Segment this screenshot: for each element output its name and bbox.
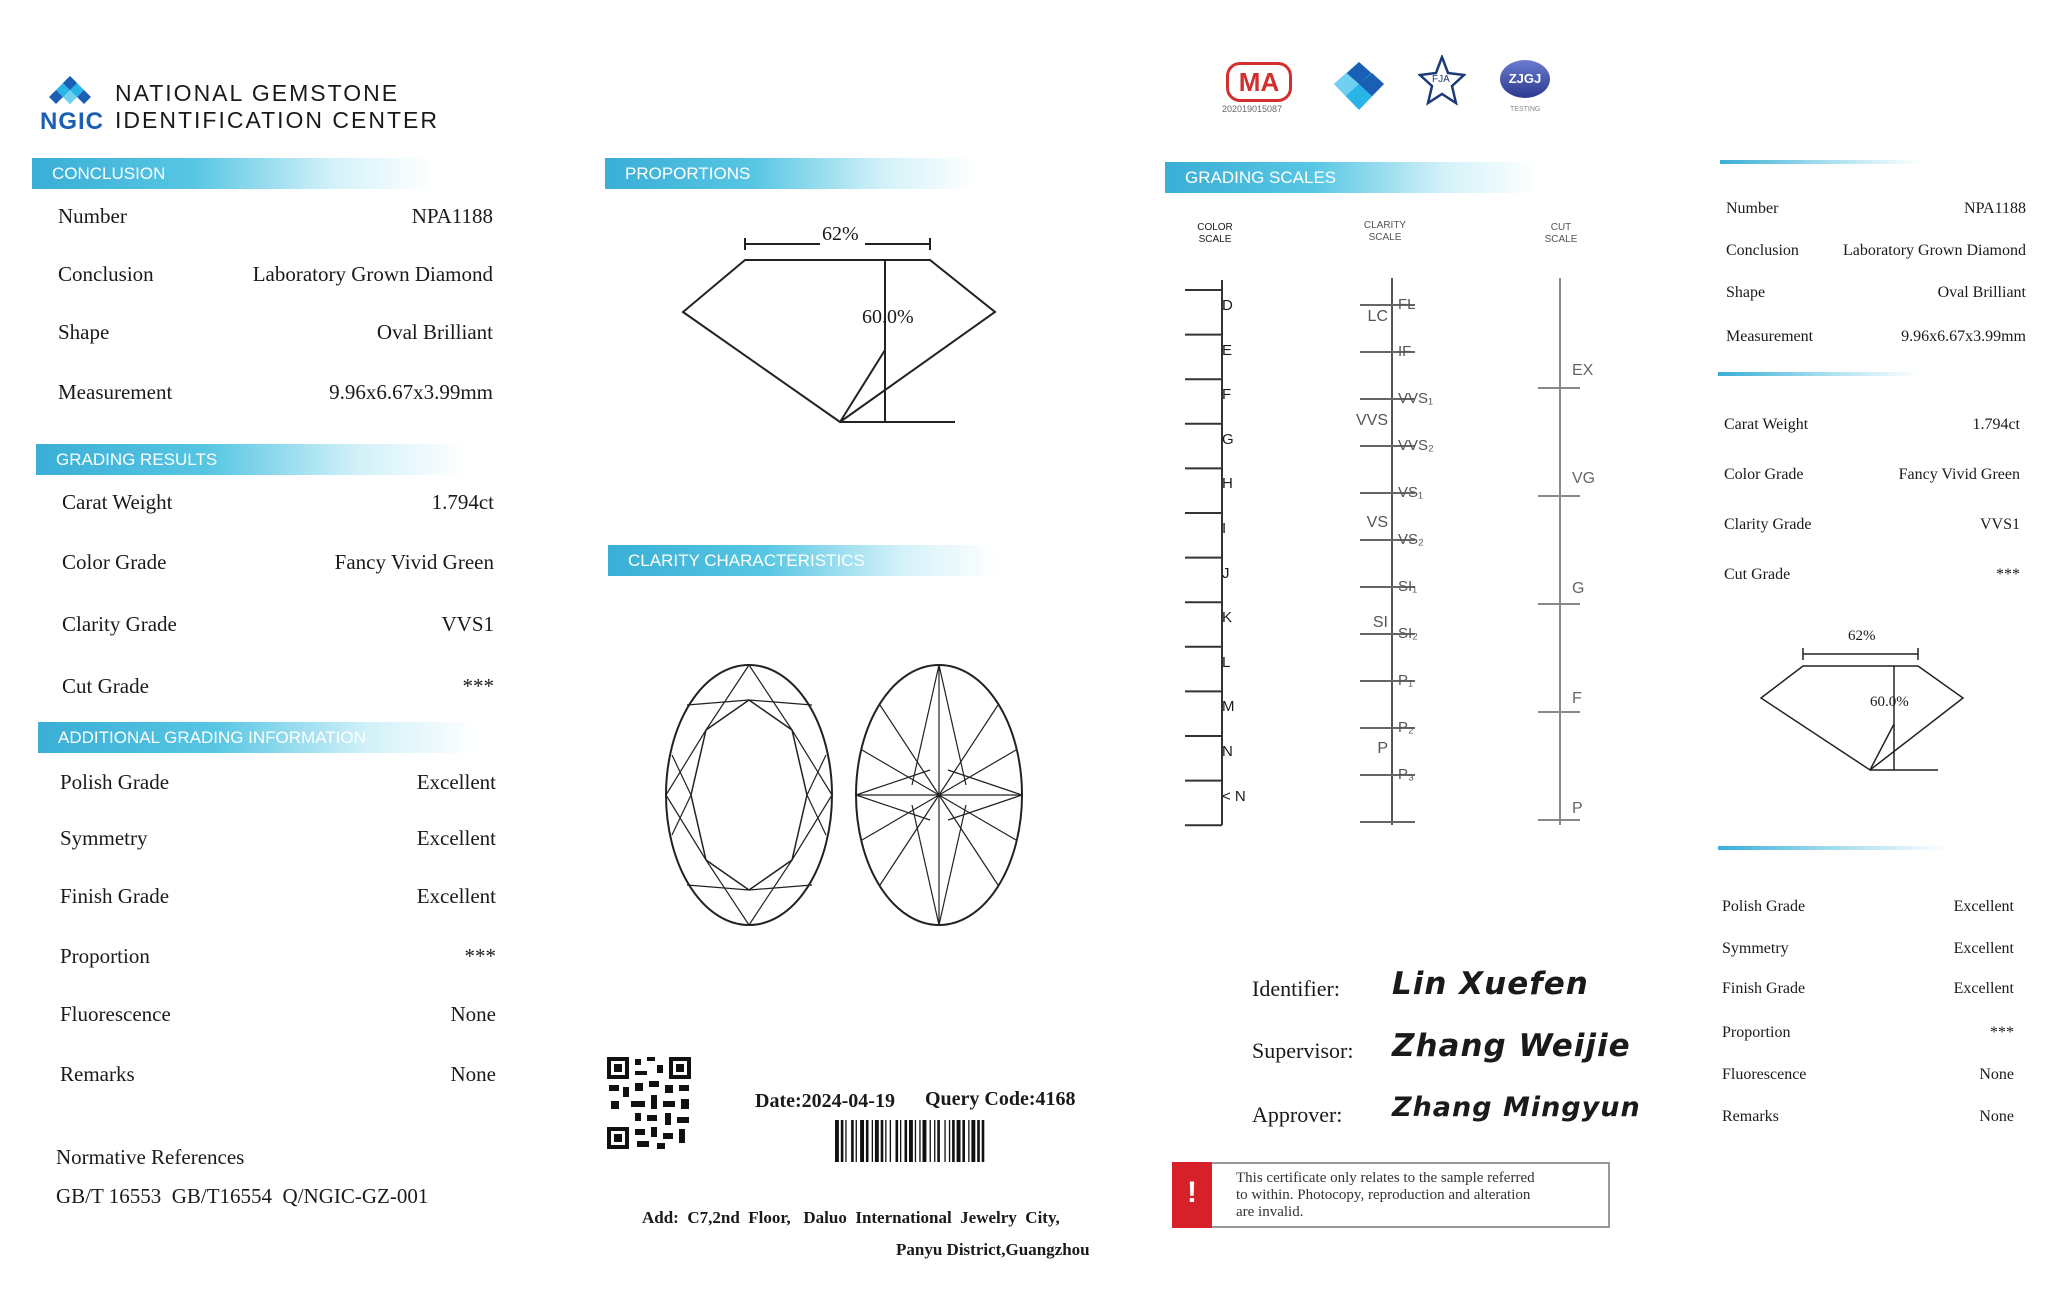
signature-role: Supervisor: <box>1252 1038 1354 1063</box>
label-measurement: Measurement <box>58 380 173 404</box>
label-carat-weight: Carat Weight <box>62 490 173 514</box>
color-grade-k: K <box>1222 609 1233 627</box>
clarity-plot-pavilion <box>852 660 1027 930</box>
normative-refs: GB/T 16553 GB/T16554 Q/NGIC-GZ-001 <box>56 1184 429 1208</box>
fja-text: FJA <box>1432 74 1450 85</box>
value-symmetry: Excellent <box>416 826 496 850</box>
zjgj-sub: TESTING <box>1510 106 1541 113</box>
cut-grade-ex: EX <box>1572 362 1594 379</box>
label-shape: Shape <box>58 320 110 344</box>
color-grade-j: J <box>1222 564 1230 582</box>
cert-date: Date:2024-04-19 <box>755 1090 895 1112</box>
value-cut-grade: *** <box>1996 566 2020 583</box>
clarity-grade-1: FL <box>1398 296 1416 313</box>
clarity-scale-title <box>1360 220 1410 244</box>
label-number: Number <box>58 204 127 228</box>
signature-supervisor <box>1252 1028 1642 1078</box>
clarity-grade-8: SI₂ <box>1398 625 1418 642</box>
clarity-grade-9: P₁ <box>1398 672 1414 689</box>
value-color-grade: Fancy Vivid Green <box>1898 466 2020 483</box>
clarity-scale-title-1: CLARITY <box>1363 220 1407 231</box>
normative-title: Normative References <box>56 1145 245 1169</box>
label-clarity-grade: Clarity Grade <box>1724 516 1812 533</box>
notice-line1: This certificate only relates to the sample referred <box>1236 1170 1535 1186</box>
label-fluorescence: Fluorescence <box>60 1002 171 1026</box>
label-polish-grade: Polish Grade <box>1722 898 1806 915</box>
clarity-group-vvs: VVS <box>1355 412 1388 429</box>
card-divider-2 <box>1718 372 1918 376</box>
section-grading-results: GRADING RESULTS <box>36 444 466 475</box>
value-conclusion: Laboratory Grown Diamond <box>252 262 493 286</box>
clarity-group-si: SI <box>1372 614 1388 631</box>
value-measurement: 9.96x6.67x3.99mm <box>1901 328 2026 345</box>
value-shape: Oval Brilliant <box>1937 284 2026 301</box>
clarity-group-lc: LC <box>1367 308 1388 325</box>
label-cut-grade: Cut Grade <box>62 674 149 698</box>
clarity-grade-7: SI₁ <box>1398 578 1418 595</box>
color-grade-i: I <box>1222 520 1227 537</box>
label-symmetry: Symmetry <box>1722 940 1789 957</box>
zjgj-logo <box>1500 60 1556 120</box>
color-grade-l: L <box>1222 653 1231 671</box>
value-number: NPA1188 <box>1964 200 2026 217</box>
cut-scale-title <box>1536 222 1586 246</box>
cut-grade-g: G <box>1572 580 1585 597</box>
value-color-grade: Fancy Vivid Green <box>334 550 494 574</box>
label-clarity-grade: Clarity Grade <box>62 612 177 636</box>
value-carat-weight: 1.794ct <box>431 490 494 514</box>
color-grade-m: M <box>1222 698 1235 716</box>
color-grade-e: E <box>1222 341 1233 359</box>
card-divider-1 <box>1720 160 1920 164</box>
ngic-small-diamond-icon <box>1328 58 1390 114</box>
value-remarks: None <box>1979 1108 2014 1125</box>
label-carat-weight: Carat Weight <box>1724 416 1809 433</box>
card-proportion-diagram <box>1758 628 1968 773</box>
cut-grade-p: P <box>1572 800 1583 817</box>
color-grade-h: H <box>1222 475 1233 493</box>
clarity-group-p: P <box>1377 740 1388 757</box>
label-conclusion: Conclusion <box>58 262 154 286</box>
label-polish-grade: Polish Grade <box>60 770 170 794</box>
org-name-line1: NATIONAL GEMSTONE <box>115 80 400 106</box>
warning-icon: ! <box>1172 1162 1212 1228</box>
label-shape: Shape <box>1726 284 1766 301</box>
card-divider-3 <box>1718 846 1948 850</box>
zjgj-mark: ZJGJ <box>1500 60 1550 98</box>
value-fluorescence: None <box>450 1002 496 1026</box>
color-grade-g: G <box>1222 430 1234 448</box>
label-number: Number <box>1726 200 1779 217</box>
value-conclusion: Laboratory Grown Diamond <box>1842 242 2026 259</box>
value-remarks: None <box>450 1062 496 1086</box>
section-proportions: PROPORTIONS <box>605 158 975 189</box>
label-fluorescence: Fluorescence <box>1722 1066 1807 1083</box>
value-measurement: 9.96x6.67x3.99mm <box>329 380 493 404</box>
value-proportion: *** <box>464 944 496 968</box>
clarity-grade-11: P₃ <box>1398 766 1415 783</box>
value-proportion: *** <box>1990 1024 2014 1041</box>
notice-line2: to within. Photocopy, reproduction and alteration <box>1236 1187 1531 1203</box>
cma-logo <box>1222 62 1292 120</box>
cma-mark: MA <box>1226 62 1292 102</box>
address-line2: Panyu District,Guangzhou <box>896 1240 1090 1259</box>
value-shape: Oval Brilliant <box>376 320 493 344</box>
label-measurement: Measurement <box>1726 328 1814 345</box>
card-depth-percent: 60.0% <box>1870 694 1909 710</box>
value-polish-grade: Excellent <box>416 770 496 794</box>
value-clarity-grade: VVS1 <box>441 612 494 636</box>
value-carat-weight: 1.794ct <box>1972 416 2020 433</box>
signature-approver <box>1252 1092 1642 1142</box>
section-additional: ADDITIONAL GRADING INFORMATION <box>38 722 478 753</box>
notice-line3: are invalid. <box>1236 1204 1304 1220</box>
label-remarks: Remarks <box>1722 1108 1779 1125</box>
color-scale-title <box>1190 222 1240 246</box>
label-proportion: Proportion <box>1722 1024 1791 1041</box>
value-polish-grade: Excellent <box>1953 898 2014 915</box>
clarity-scale-title-2: SCALE <box>1368 232 1402 243</box>
label-color-grade: Color Grade <box>1724 466 1804 483</box>
value-cut-grade: *** <box>462 674 494 698</box>
clarity-plot-crown <box>662 660 837 930</box>
label-symmetry: Symmetry <box>60 826 148 850</box>
section-grading-scales: GRADING SCALES <box>1165 162 1535 193</box>
value-number: NPA1188 <box>411 204 493 228</box>
table-percent: 62% <box>822 223 859 245</box>
color-grade-f: F <box>1222 386 1232 404</box>
ngic-small-logo <box>1328 58 1390 114</box>
proportion-diagram <box>675 220 1000 430</box>
clarity-grade-2: IF <box>1398 343 1412 360</box>
cut-scale-title-2: SCALE <box>1544 234 1578 245</box>
qr-code[interactable] <box>605 1055 693 1151</box>
color-scale-title-1: COLOR <box>1197 222 1233 233</box>
clarity-grade-6: VS₂ <box>1398 531 1424 548</box>
depth-percent: 60.0% <box>862 306 914 328</box>
label-cut-grade: Cut Grade <box>1724 566 1791 583</box>
color-grade-n: N <box>1222 743 1233 760</box>
label-conclusion: Conclusion <box>1726 242 1799 259</box>
signature-name: Zhang Weijie <box>1392 1028 1631 1064</box>
clarity-grade-3: VVS₁ <box>1398 390 1434 407</box>
org-name-line2: IDENTIFICATION CENTER <box>115 107 439 133</box>
value-clarity-grade: VVS1 <box>1979 516 2020 533</box>
signature-name: Zhang Mingyun <box>1392 1092 1641 1123</box>
value-symmetry: Excellent <box>1953 940 2014 957</box>
signature-identifier <box>1252 966 1642 1016</box>
label-color-grade: Color Grade <box>62 550 167 574</box>
clarity-grade-4: VVS₂ <box>1398 437 1434 454</box>
barcode[interactable] <box>835 1120 1080 1162</box>
signature-name: Lin Xuefen <box>1392 966 1589 1002</box>
label-proportion: Proportion <box>60 944 150 968</box>
cut-grade-f: F <box>1572 690 1582 707</box>
address-line1: Add: C7,2nd Floor, Daluo International Jewelry City, <box>642 1208 1060 1227</box>
color-grade-d: D <box>1222 297 1233 314</box>
value-finish-grade: Excellent <box>1953 980 2014 997</box>
value-fluorescence: None <box>1979 1066 2014 1083</box>
cma-number: 202019015087 <box>1222 104 1283 114</box>
ngic-abbr: NGIC <box>40 108 104 135</box>
cut-scale-title-1: CUT <box>1550 222 1572 233</box>
fja-logo <box>1418 55 1466 107</box>
clarity-grade-5: VS₁ <box>1398 484 1424 501</box>
clarity-grade-10: P₂ <box>1398 719 1414 736</box>
clarity-group-vs: VS <box>1366 514 1388 531</box>
signature-role: Approver: <box>1252 1102 1343 1127</box>
card-table-percent: 62% <box>1848 628 1876 644</box>
label-remarks: Remarks <box>60 1062 135 1086</box>
query-code: Query Code:4168 <box>925 1088 1076 1110</box>
notice-box <box>1172 1162 1610 1228</box>
value-finish-grade: Excellent <box>416 884 496 908</box>
label-finish-grade: Finish Grade <box>60 884 170 908</box>
color-grade-n: < N <box>1222 787 1246 805</box>
color-scale-title-2: SCALE <box>1198 234 1232 245</box>
section-clarity-characteristics: CLARITY CHARACTERISTICS <box>608 545 998 576</box>
cut-grade-vg: VG <box>1572 470 1596 487</box>
label-finish-grade: Finish Grade <box>1722 980 1806 997</box>
section-conclusion: CONCLUSION <box>32 158 432 189</box>
signature-role: Identifier: <box>1252 976 1340 1001</box>
